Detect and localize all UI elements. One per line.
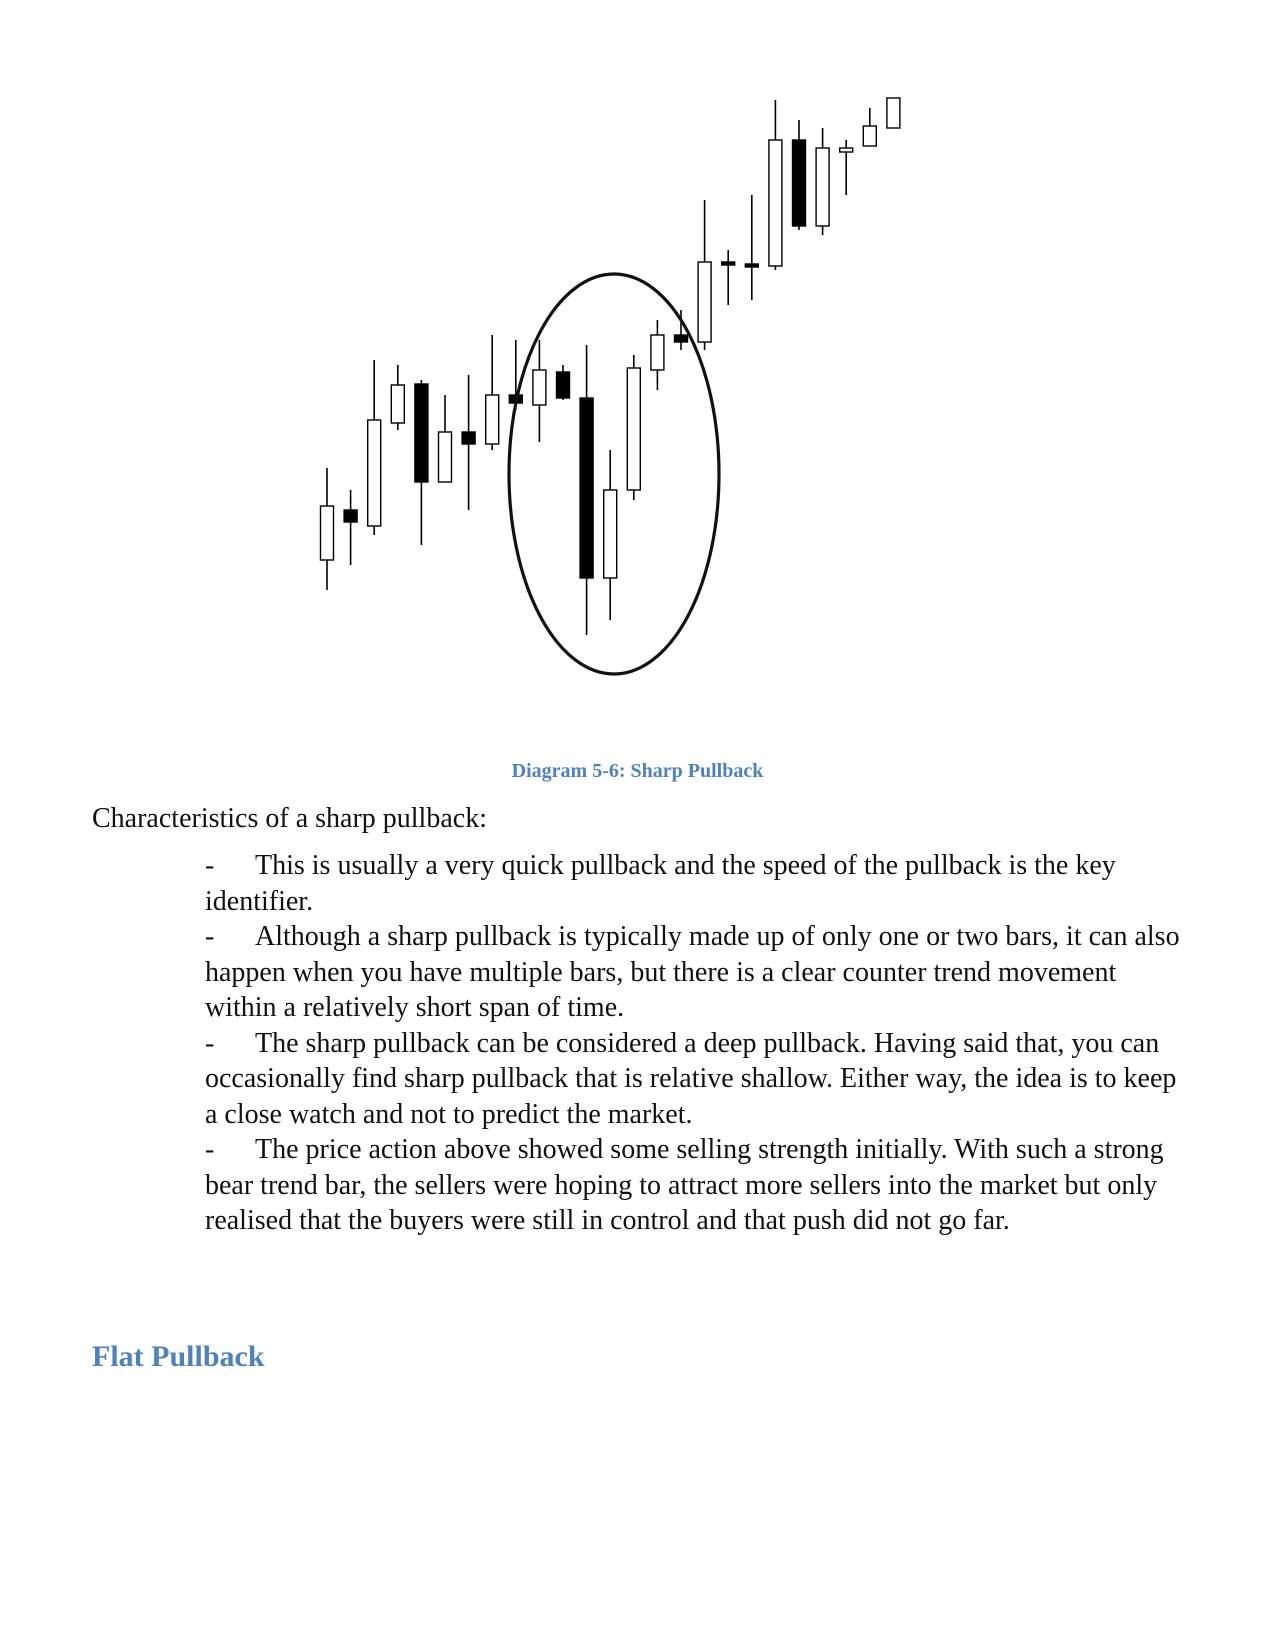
intro-text: Characteristics of a sharp pullback:: [92, 803, 487, 834]
list-item: [205, 848, 1185, 919]
bull-candle-body: [533, 370, 546, 405]
bullet-marker: -: [205, 921, 215, 952]
bear-candle-body: [722, 262, 735, 265]
bear-candle-body: [675, 335, 688, 342]
candlestick-figure: [300, 90, 940, 730]
candlestick-chart-icon: [300, 90, 940, 730]
bear-candle-body: [793, 140, 806, 226]
bull-candle-body: [604, 490, 617, 578]
characteristics-list: [205, 848, 1185, 1239]
bear-candle-body: [745, 264, 758, 267]
bull-candle-body: [698, 262, 711, 342]
bull-candle-body: [840, 148, 853, 152]
list-item-text: Although a sharp pullback is typically made up of only one or two bars, it can also happen when you have multiple bars, but there is a clear counter trend movement within a relatively short span of time.: [205, 921, 1180, 1023]
bull-candle-body: [486, 395, 499, 444]
pullback-highlight-ellipse: [509, 274, 719, 674]
bull-candle-body: [769, 140, 782, 266]
list-item-text: This is usually a very quick pullback and the speed of the pullback is the key identifier.: [205, 850, 1116, 917]
bull-candle-body: [321, 506, 334, 560]
bull-candle-body: [368, 420, 381, 526]
list-item-text: The sharp pullback can be considered a deep pullback. Having said that, you can occasionally find sharp pullback that is relative shallow. Either way, the idea is to keep a close watch and not to predict the market.: [205, 1027, 1177, 1130]
bear-candle-body: [415, 384, 428, 482]
bull-candle-body: [816, 148, 829, 226]
list-item: [205, 1026, 1185, 1133]
bull-candle-body: [887, 98, 900, 128]
bullet-marker: -: [205, 1134, 215, 1165]
bear-candle-body: [344, 510, 357, 522]
bull-candle-body: [627, 368, 640, 490]
bullet-marker: -: [205, 850, 215, 881]
figure-caption: Diagram 5-6: Sharp Pullback: [511, 760, 764, 782]
list-item: [205, 1132, 1185, 1239]
list-item-text: The price action above showed some selling strength initially. With such a strong bear trend bar, the sellers were hoping to attract more sellers into the market but only realised that the buyers were still in control and that push did not go far.: [205, 1134, 1164, 1236]
bear-candle-body: [557, 372, 570, 398]
bull-candle-body: [391, 385, 404, 423]
bear-candle-body: [580, 398, 593, 578]
bull-candle-body: [863, 126, 876, 146]
bullet-marker: -: [205, 1027, 215, 1059]
bull-candle-body: [651, 335, 664, 370]
section-heading: Flat Pullback: [92, 1340, 265, 1373]
bull-candle-body: [439, 432, 452, 482]
list-item: [205, 919, 1185, 1026]
bear-candle-body: [462, 432, 475, 444]
